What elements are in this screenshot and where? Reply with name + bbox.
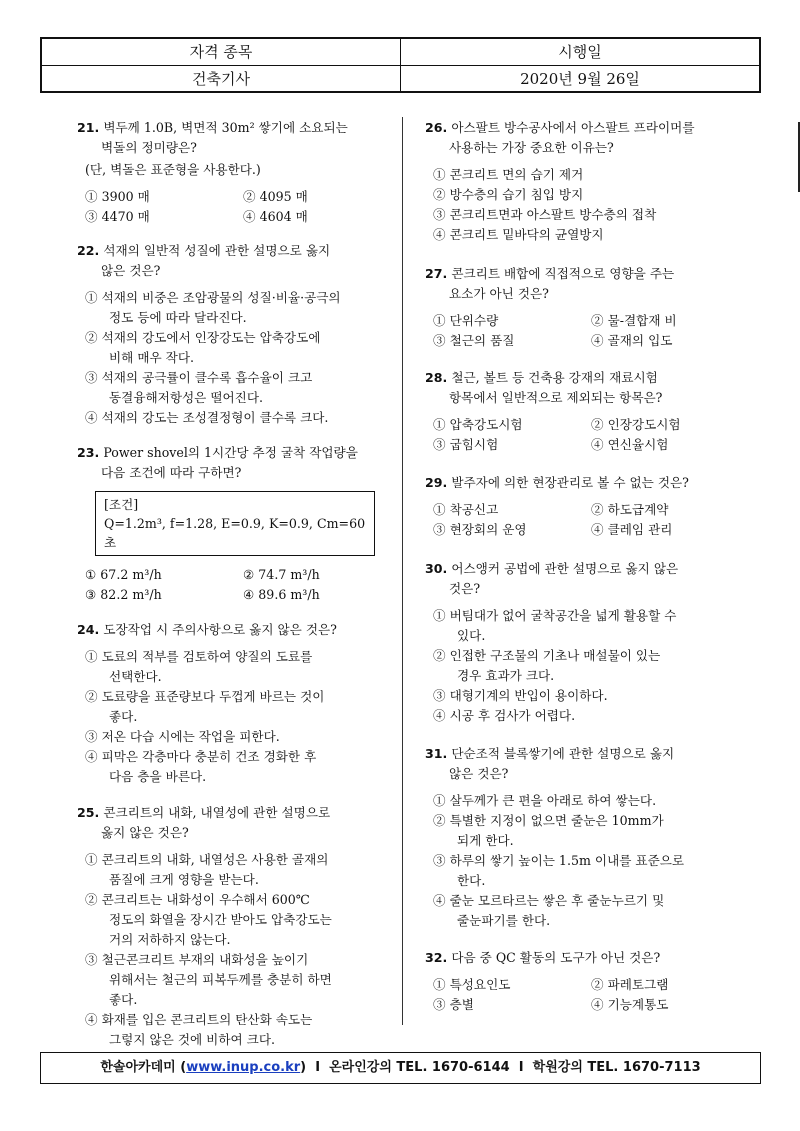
answer-option: ③ 철근콘크리트 부재의 내화성을 높이기 [85, 952, 309, 967]
footer-url-link[interactable]: www.inup.co.kr [186, 1060, 301, 1075]
answer-option-cont: 거의 저하하지 않는다. [109, 932, 231, 947]
answer-option: ② 인접한 구조물의 기초나 매설물이 있는 [433, 648, 661, 663]
option-list [425, 165, 765, 245]
question-stem-cont: 사용하는 가장 중요한 이유는? [449, 140, 614, 155]
question-number: 28. [425, 370, 448, 385]
footer-separator: I [518, 1060, 524, 1075]
header-row-values [42, 66, 759, 93]
condition-line: Q=1.2m³, f=1.28, E=0.9, K=0.9, Cm=60초 [104, 516, 366, 550]
condition-box [95, 491, 375, 556]
answer-option: ④ 화재를 입은 콘크리트의 탄산화 속도는 [85, 1012, 313, 1027]
header-label-date: 시행일 [558, 43, 602, 61]
answer-option: ④ 줄눈 모르타르는 쌓은 후 줄눈누르기 및 [433, 893, 665, 908]
question-stem [425, 118, 765, 138]
question-block [425, 559, 765, 726]
question-block [77, 620, 419, 787]
answer-option-cont: 비해 매우 작다. [109, 350, 195, 365]
answer-option: ③ 하루의 쌓기 높이는 1.5m 이내를 표준으로 [433, 853, 685, 868]
answer-option: ① 석재의 비중은 조암광물의 성질·비율·공극의 [85, 290, 341, 305]
answer-option-cont: 정도 등에 따라 달라진다. [109, 310, 247, 325]
question-number: 30. [425, 561, 448, 576]
option-grid [425, 311, 765, 351]
answer-option: ① 도료의 적부를 검토하여 양질의 도료를 [85, 649, 313, 664]
question-block [425, 948, 765, 1015]
header-row-labels [42, 39, 759, 66]
answer-option-cont: 품질에 크게 영향을 받는다. [109, 872, 259, 887]
question-text: 철근, 볼트 등 건축용 강재의 재료시험 [451, 370, 658, 385]
answer-option: ① 압축강도시험 [433, 417, 523, 432]
question-stem [425, 948, 765, 968]
question-text: 석재의 일반적 성질에 관한 설명으로 옳지 [103, 243, 331, 258]
answer-option: ③ 4470 매 [85, 209, 150, 224]
answer-option: ③ 현장회의 운영 [433, 522, 527, 537]
question-stem-cont: 것은? [449, 581, 481, 596]
option-list [425, 791, 765, 931]
question-number: 21. [77, 120, 100, 135]
question-stem [425, 744, 765, 764]
answer-option: ③ 82.2 m³/h [85, 587, 162, 602]
answer-option: ④ 클레임 관리 [591, 522, 673, 537]
answer-option: ④ 피막은 각층마다 충분히 건조 경화한 후 [85, 749, 317, 764]
question-text: 다음 중 QC 활동의 도구가 아닌 것은? [451, 950, 661, 965]
option-grid [77, 187, 419, 227]
answer-option: ① 살두께가 큰 편을 아래로 하여 쌓는다. [433, 793, 657, 808]
answer-option: ① 특성요인도 [433, 977, 511, 992]
answer-option: ④ 연신율시험 [591, 437, 669, 452]
answer-option: ④ 석재의 강도는 조성결정형이 클수록 크다. [85, 410, 329, 425]
answer-option: ① 버팀대가 없어 굴착공간을 넓게 활용할 수 [433, 608, 677, 623]
question-stem [425, 368, 765, 388]
option-grid [77, 565, 419, 605]
answer-option: ④ 시공 후 검사가 어렵다. [433, 708, 576, 723]
answer-option: ① 3900 매 [85, 189, 150, 204]
answer-option-cont: 경우 효과가 크다. [457, 668, 555, 683]
answer-option: ② 콘크리트는 내화성이 우수해서 600℃ [85, 892, 310, 907]
answer-option: ② 물-결합재 비 [591, 313, 677, 328]
footer-offline-tel: 학원강의 TEL. 1670-7113 [532, 1060, 701, 1075]
option-grid [425, 500, 765, 540]
footer-url-open: ( [180, 1060, 187, 1075]
answer-option: ② 파레토그램 [591, 977, 669, 992]
answer-option: ④ 4604 매 [243, 209, 308, 224]
option-grid [425, 415, 765, 455]
question-column-left [77, 118, 419, 1050]
answer-option: ① 단위수량 [433, 313, 499, 328]
answer-option-cont: 줄눈파기를 한다. [457, 913, 551, 928]
question-number: 29. [425, 475, 448, 490]
answer-option: ③ 콘크리트면과 아스팔트 방수층의 접착 [433, 207, 657, 222]
answer-option: ③ 저온 다습 시에는 작업을 피한다. [85, 729, 280, 744]
answer-option: ② 특별한 지정이 없으면 줄눈은 10mm가 [433, 813, 664, 828]
answer-option: ② 74.7 m³/h [243, 567, 320, 582]
question-stem [425, 264, 765, 284]
header-label-qualification: 자격 종목 [42, 39, 401, 65]
answer-option: ③ 석재의 공극률이 클수록 흡수율이 크고 [85, 370, 313, 385]
answer-option: ③ 굽힘시험 [433, 437, 499, 452]
question-block [425, 118, 765, 245]
answer-option: ② 방수층의 습기 침입 방지 [433, 187, 584, 202]
answer-option: ② 도료량을 표준량보다 두껍게 바르는 것이 [85, 689, 325, 704]
question-stem-cont: 않은 것은? [449, 766, 509, 781]
question-block [77, 118, 419, 227]
answer-option: ① 콘크리트 면의 습기 제거 [433, 167, 584, 182]
question-stem-cont: 요소가 아닌 것은? [449, 286, 549, 301]
answer-option: ④ 89.6 m³/h [243, 587, 320, 602]
exam-header-table [40, 37, 761, 93]
answer-option: ④ 골재의 입도 [591, 333, 673, 348]
answer-option: ① 착공신고 [433, 502, 499, 517]
condition-line: [조건] [104, 497, 139, 512]
answer-option-cont: 위해서는 철근의 피복두께를 충분히 하면 [109, 972, 332, 987]
column-divider [402, 117, 403, 1025]
question-number: 26. [425, 120, 448, 135]
question-block [77, 803, 419, 1050]
answer-option-cont: 있다. [457, 628, 486, 643]
question-stem-cont: 옳지 않은 것은? [101, 825, 189, 840]
footer-academy: 한솔아카데미 [100, 1060, 176, 1075]
answer-option-cont: 동결융해저항성은 떨어진다. [109, 390, 263, 405]
header-value-date: 2020년 9월 26일 [520, 70, 640, 88]
answer-option-cont: 정도의 화열을 장시간 받아도 압축강도는 [109, 912, 332, 927]
question-stem-cont: 않은 것은? [101, 263, 161, 278]
question-text: 어스앵커 공법에 관한 설명으로 옳지 않은 [451, 561, 679, 576]
question-block [77, 443, 419, 605]
answer-option: ② 4095 매 [243, 189, 308, 204]
question-stem-cont: 항목에서 일반적으로 제외되는 항목은? [449, 390, 663, 405]
answer-option-cont: 선택한다. [109, 669, 162, 684]
answer-option-cont: 되게 한다. [457, 833, 514, 848]
answer-option: ④ 콘크리트 밑바닥의 균열방지 [433, 227, 604, 242]
answer-option: ① 67.2 m³/h [85, 567, 162, 582]
answer-option-cont: 한다. [457, 873, 486, 888]
question-text: 발주자에 의한 현장관리로 볼 수 없는 것은? [451, 475, 689, 490]
option-list [77, 288, 419, 428]
question-text: 단순조적 블록쌓기에 관한 설명으로 옳지 [451, 746, 675, 761]
question-stem-cont: 벽돌의 정미량은? [101, 140, 197, 155]
question-text: 콘크리트의 내화, 내열성에 관한 설명으로 [103, 805, 331, 820]
answer-option: ③ 층별 [433, 997, 474, 1012]
question-number: 24. [77, 622, 100, 637]
question-stem [77, 803, 419, 823]
question-block [425, 744, 765, 931]
question-text: 벽두께 1.0B, 벽면적 30m² 쌓기에 소요되는 [103, 120, 348, 135]
footer-url-close: ) [300, 1060, 307, 1075]
question-stem [77, 241, 419, 261]
question-block [425, 264, 765, 351]
question-number: 23. [77, 445, 100, 460]
question-stem-cont: 다음 조건에 따라 구하면? [101, 465, 242, 480]
question-stem [77, 443, 419, 463]
answer-option: ① 콘크리트의 내화, 내열성은 사용한 골재의 [85, 852, 329, 867]
question-note: (단, 벽돌은 표준형을 사용한다.) [85, 162, 261, 177]
answer-option: ② 하도급계약 [591, 502, 669, 517]
footer-bar [40, 1052, 761, 1084]
answer-option-cont: 좋다. [109, 709, 138, 724]
answer-option: ② 석재의 강도에서 인장강도는 압축강도에 [85, 330, 321, 345]
question-stem [77, 620, 419, 640]
question-number: 22. [77, 243, 100, 258]
answer-option-cont: 그렇지 않은 것에 비하여 크다. [109, 1032, 276, 1047]
option-list [77, 850, 419, 1050]
option-list [425, 606, 765, 726]
question-stem [425, 473, 765, 493]
header-value-qualification: 건축기사 [42, 66, 401, 93]
question-number: 27. [425, 266, 448, 281]
question-text: 콘크리트 배합에 직접적으로 영향을 주는 [451, 266, 675, 281]
answer-option: ③ 대형기계의 반입이 용이하다. [433, 688, 608, 703]
question-number: 31. [425, 746, 448, 761]
question-stem [425, 559, 765, 579]
option-list [77, 647, 419, 787]
question-text: Power shovel의 1시간당 추정 굴착 작업량을 [103, 445, 358, 460]
answer-option-cont: 좋다. [109, 992, 138, 1007]
question-block [425, 368, 765, 455]
answer-option: ③ 철근의 품질 [433, 333, 515, 348]
question-text: 아스팔트 방수공사에서 아스팔트 프라이머를 [451, 120, 695, 135]
question-block [425, 473, 765, 540]
question-number: 32. [425, 950, 448, 965]
answer-option-cont: 다음 층을 바른다. [109, 769, 207, 784]
question-block [77, 241, 419, 428]
footer-separator: I [315, 1060, 321, 1075]
footer-online-tel: 온라인강의 TEL. 1670-6144 [329, 1060, 510, 1075]
question-column-right [425, 118, 765, 1015]
question-number: 25. [77, 805, 100, 820]
question-text: 도장작업 시 주의사항으로 옳지 않은 것은? [103, 622, 337, 637]
answer-option: ④ 기능계통도 [591, 997, 669, 1012]
option-grid [425, 975, 765, 1015]
answer-option: ② 인장강도시험 [591, 417, 681, 432]
question-stem [77, 118, 419, 138]
